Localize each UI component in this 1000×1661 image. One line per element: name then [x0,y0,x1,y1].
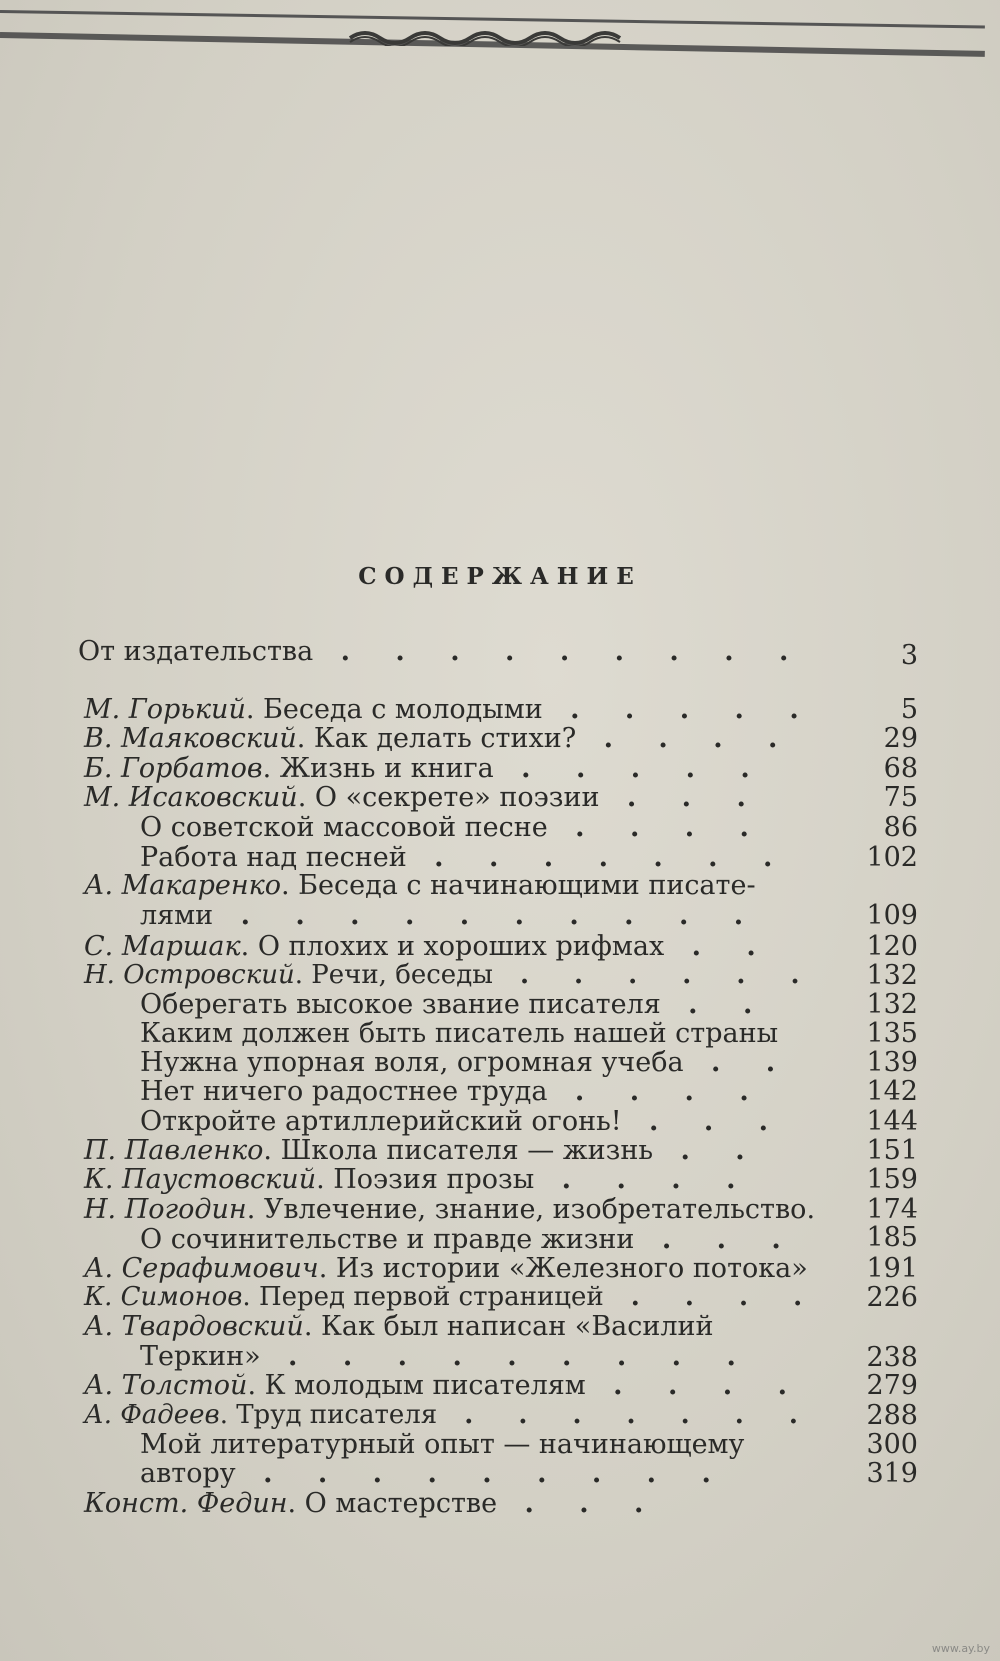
toc-title: . Беседа с начинающими писате- [281,870,756,901]
toc-leader-dots: . . . . [576,723,796,754]
toc-entry [140,902,761,929]
toc-title: . О «секрете» поэзии [297,782,600,813]
toc-leader-dots: . . . [634,1224,799,1255]
toc-title: . Школа писателя — жизнь [263,1135,654,1166]
toc-leader-dots: . . . . . . . . . [260,1341,754,1372]
toc-title: . Из истории «Железного потока» [318,1253,808,1284]
toc-leader-dots: . . . [621,1106,787,1137]
toc-leader-dots: . . . . . . . . . [235,1458,729,1489]
toc-page-number: 68 [883,753,918,784]
toc-entry [140,1460,729,1487]
toc-author: М. Исаковский [84,782,298,813]
toc-leader-dots: . . . . [547,812,767,843]
toc-leader-dots: . . . . . . . [406,842,791,873]
toc-leader-dots: . . . . . . [492,960,818,990]
toc-title: Нет ничего радостнее труда [140,1076,548,1107]
toc-page-number: 75 [883,782,918,813]
toc-title: О сочинительстве и правде жизни [140,1224,635,1255]
toc-leader-dots: . . [683,1047,794,1078]
toc-entry [140,1343,754,1370]
toc-entry [140,1431,744,1458]
toc-entry [140,1049,793,1076]
toc-leader-dots: . . . . . . . . . . [213,900,762,931]
toc-entry [140,991,770,1018]
toc-entry [84,962,818,988]
toc-page-number: 132 [866,960,918,991]
toc-leader-dots: . . [653,1135,763,1166]
toc-entry [84,872,756,899]
toc-author: М. Горький [84,694,246,725]
toc-page-number: 135 [866,1018,918,1049]
toc-page-number: 3 [900,640,918,671]
toc-entry [84,1255,808,1282]
toc-entry [84,784,764,811]
toc-title: Нужна упорная воля, огромная учеба [140,1047,684,1078]
toc-title: Каким должен быть писатель нашей страны [140,1018,779,1049]
toc-entry [84,1166,753,1193]
toc-entry [84,696,817,723]
toc-author: П. Павленко [84,1135,264,1166]
toc-author: А. Твардовский [84,1311,304,1342]
toc-entry [84,1402,816,1428]
toc-entry [84,1372,805,1399]
toc-page-number: 5 [900,694,918,725]
toc-author: К. Симонов [84,1282,243,1312]
toc-title: . О мастерстве [287,1488,498,1519]
toc-page-number: 142 [866,1076,918,1107]
toc-page-number: 288 [866,1400,918,1431]
toc-leader-dots: . . . . . . . [437,1400,816,1430]
toc-title: . Труд писателя [219,1400,438,1430]
toc-page-number: 144 [866,1106,918,1137]
toc-title: Теркин» [140,1341,261,1372]
toc-entry [84,725,795,752]
toc-author: Конст. Федин [84,1488,288,1519]
toc-entry [140,1226,799,1253]
toc-author: А. Фадеев [84,1400,220,1430]
toc-title: Оберегать высокое звание писателя [140,989,661,1020]
toc-page-number: 120 [866,931,918,962]
toc-title: . Жизнь и книга [262,753,494,784]
toc-title: Откройте артиллерийский огонь! [140,1106,622,1137]
toc-leader-dots: . . [660,989,771,1020]
toc-page-number: 29 [883,723,918,754]
toc-entry [140,1020,778,1047]
toc-entry [140,844,790,871]
toc-entry [84,933,774,960]
toc-title: . Как был написан «Василий [303,1311,714,1342]
toc-entry [84,1313,714,1340]
toc-leader-dots: . . . . . [493,753,768,784]
toc-author: Н. Погодин [84,1194,247,1225]
toc-page-number: 226 [866,1282,918,1313]
toc-entry [84,1490,661,1517]
toc-leader-dots: . . . [497,1488,662,1519]
toc-author: В. Маяковский [84,723,297,754]
toc-entry [78,638,806,665]
toc-entry [84,1137,763,1164]
toc-title: . Речи, беседы [294,960,493,990]
toc-title: . Беседа с молодыми [245,694,543,725]
toc-title: Мой литературный опыт — начинающему [140,1429,745,1460]
toc-page-number: 139 [866,1047,918,1078]
toc-page-number: 238 [866,1342,918,1373]
toc-author: А. Серафимович [84,1253,319,1284]
toc-leader-dots: . . . . . [542,694,817,725]
toc-entry [84,1196,815,1223]
toc-entry [140,1078,767,1105]
toc-entry [84,1284,820,1310]
toc-page-number: 185 [866,1222,918,1253]
toc-entry [84,755,768,782]
toc-page-number: 159 [866,1164,918,1195]
toc-author: А. Макаренко [84,870,282,901]
toc-page-number: 319 [866,1458,918,1489]
toc-title: лями [140,900,214,931]
toc-page-number: 86 [883,812,918,843]
toc-leader-dots: . . . [599,782,764,813]
page-title: СОДЕРЖАНИЕ [358,563,642,590]
toc-author: К. Паустовский [84,1164,317,1195]
toc-title: . О плохих и хороших рифмах [240,931,665,962]
toc-leader-dots: . . . . . . . . . [313,636,807,667]
toc-title: Работа над песней [140,842,407,873]
watermark: www.ay.by [931,1642,990,1655]
toc-author: С. Маршак [84,931,241,962]
toc-title: От издательства [78,636,314,667]
toc-leader-dots: . . . . [534,1164,754,1195]
toc-title: . Увлечение, знание, изобретательство. [246,1194,816,1225]
toc-page-number: 102 [866,842,918,873]
toc-page-number: 300 [866,1429,918,1460]
toc-title: О советской массовой песне [140,812,548,843]
toc-leader-dots: . . . . [603,1282,821,1312]
toc-leader-dots: . . [664,931,774,962]
toc-page-number: 109 [866,900,918,931]
toc-author: А. Толстой [84,1370,248,1401]
toc-page-number: 191 [866,1253,918,1284]
toc-author: Б. Горбатов [84,753,263,784]
toc-page-number: 174 [866,1194,918,1225]
toc-page-number: 132 [866,989,918,1020]
toc-title: . Перед первой страницей [242,1282,604,1312]
toc-leader-dots: . . . . [547,1076,767,1107]
toc-title: . К молодым писателям [247,1370,586,1401]
toc-page-number: 151 [866,1135,918,1166]
toc-entry [140,1108,786,1135]
toc-leader-dots: . . . . [585,1370,805,1401]
toc-entry [140,814,767,841]
toc-title: . Поэзия прозы [316,1164,535,1195]
toc-title: . Как делать стихи? [296,723,577,754]
toc-title: автору [140,1458,236,1489]
toc-page-number: 279 [866,1370,918,1401]
toc-author: Н. Островский [84,960,295,990]
